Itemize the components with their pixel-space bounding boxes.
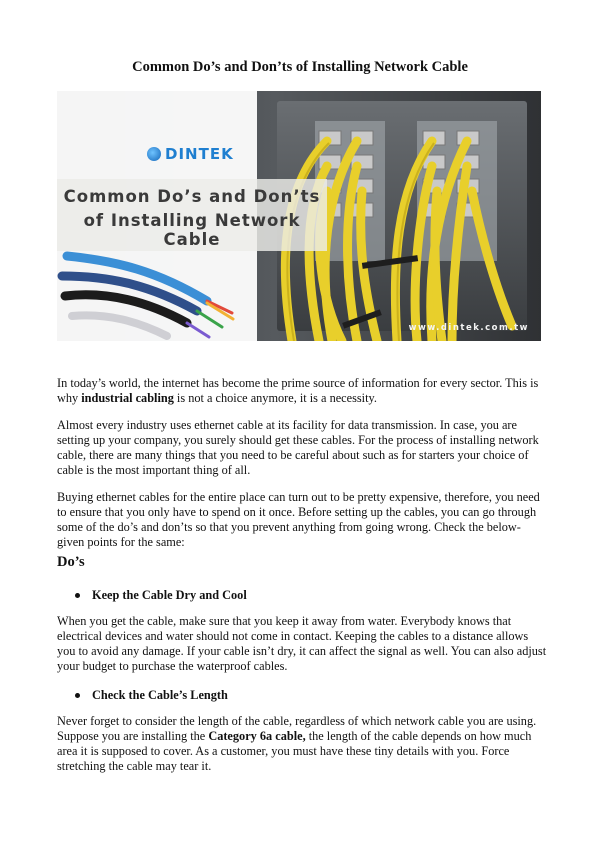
bullet-icon [75, 593, 80, 598]
list-item-cable-length [75, 688, 228, 703]
brand-logo [147, 145, 234, 163]
list-item-title: Keep the Cable Dry and Cool [92, 588, 247, 602]
hero-headline-line1: Common Do’s and Don’ts [63, 187, 321, 206]
hero-url: www.dintek.com.tw [408, 323, 529, 333]
intro-paragraph-2: Almost every industry uses ethernet cable at its facility for data transmission. In case, you are setting up your company, you surely should get these cables. For the process of installing network cable, there are many things that you need to be careful about such as for starters your choice of cable is the most important thing of all. [57, 418, 539, 477]
paragraph-keep-dry: When you get the cable, make sure that you keep it away from water. Everybody knows that electrical devices and water should not come in contact. Keeping the cables to a distance allows you to avoid any damage. If your cable isn’t dry, it can affect the signal as well. You can also adjust your budget to purchase the waterproof cables. [57, 614, 547, 673]
hero-headline-line2: of Installing Network Cable [83, 211, 301, 249]
hero-image [57, 91, 541, 341]
list-item-title: Check the Cable’s Length [92, 688, 228, 702]
intro-paragraph-1: In today’s world, the internet has become the prime source of information for every sector. This is why industrial cabling is not a choice anymore, it is a necessity. [57, 376, 539, 405]
list-item-keep-dry [75, 588, 247, 603]
category-6a-cable-link[interactable]: Category 6a cable, [208, 729, 306, 743]
section-heading-dos: Do’s [57, 554, 85, 570]
globe-icon [147, 147, 161, 161]
paragraph-cable-length: Never forget to consider the length of the cable, regardless of which network cable you are using. Suppose you are installing the Category 6a cable, the length of the cable depends on how much area it is supposed to cover. As a customer, you must have these tiny details with you. Force stretching the cable may tear it. [57, 714, 537, 773]
industrial-cabling-link[interactable]: industrial cabling [81, 391, 174, 405]
brand-name: DINTEK [165, 145, 234, 163]
bullet-icon [75, 693, 80, 698]
intro-paragraph-3: Buying ethernet cables for the entire place can turn out to be pretty expensive, therefore, you need to ensure that you only have to spend on it once. Before setting up the cables, you can go through some of the do’s and don’ts so that you prevent anything from going wrong. Check the below-given points for the same: [57, 490, 540, 549]
document-title: Common Do’s and Don’ts of Installing Network Cable [132, 59, 468, 75]
